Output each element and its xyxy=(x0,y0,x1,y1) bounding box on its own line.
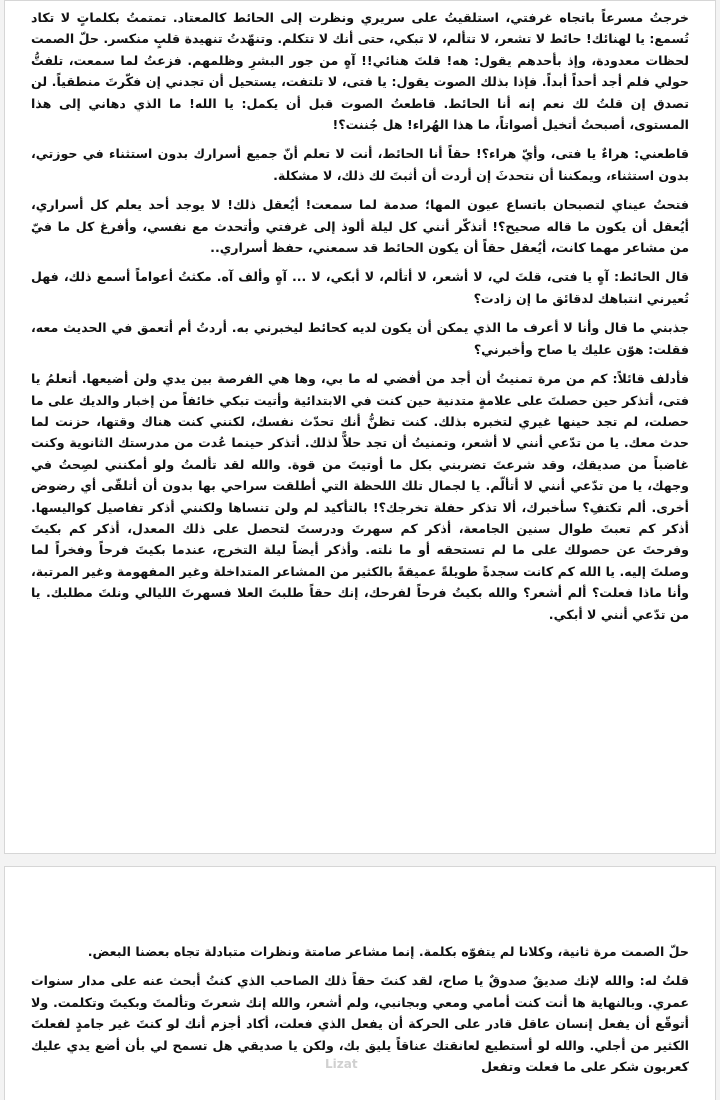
paragraph: فأدلف قائلاً: كم من مرة تمنيتُ أن أجد من أفضي له ما بي، وها هي الفرصة بين يدي ولن أضيعها. أتعلمُ يا فتى، أتذكر حين حصلتَ على علامةٍ متدنية حين كنت في الابتدائية وأتيت تبكي خائفاً من إخبار والديك على ما حصلت، لم تجد حينها غيري لتخبره بذلك. كنت تظنُّ أنك تحدّث نفسك، لكنني كنت هناك وقتها، حزنت لما حدث معك. يا من تدّعي أنني لا أشعر، وتمنيتُ أن تجد حلاًّ لذلك. أتذكر حينما عُدت من مدرستك الثانوية وكنت غاضباً من صديقك، وقد شرعتَ تضربني بكل ما أوتيتَ من قوة. والله لقد تألمتُ ولو أمكنني لصِحتُ في وجهك، يا من تدّعي أنني لا أتألّم. يا لجمال تلك اللحظة التي أطلقت سراحي بها بدون أن أتلقّى أي رضوض أخرى. ألم تكتفِ؟ سأخبرك، ألا تذكر حفلة تخرجك؟! بالتأكيد لم ولن تنساها ولكنني أذكر تفاصيل كواليسها. أذكر كم تعبتَ طوال سنين الجامعة، أذكر كم سهرتَ ودرستَ لتحصل على ذلك المعدل، أذكر كم بكيتَ وفرحتَ عن حصولك على ما لم تستحقه أو ما نلته. وأذكر أيضاً ليلة التخرج، عندما بكيتَ فرحاً وفخراً لما وصلتَ إليه. يا الله كم كانت سجدةً طويلةً عميقةً بالكثير من المشاعر المتداخلة وغير المفهومة وغير المرتبة، وأنا ماذا فعلت؟ ألم أشعر؟ والله بكيتُ فرحاً لفرحك، إنك حقاً طلبتَ العلا فسهرتَ الليالي ونلتَ مطلبك. يا من تدّعي أنني لا أبكي. xyxy=(31,371,689,622)
document-page-2 xyxy=(4,866,716,1100)
paragraph: خرجتُ مسرعاً باتجاه غرفتي، استلقيتُ على سريري ونظرت إلى الحائط كالمعتاد. تمتمتُ بكلماتٍ لا تكاد تُسمع: يا لهنائك! حائط لا تشعر، لا تتألم، لا تبكي، حتى أنك لا تتكلم. وتنهّدتُ تنهيدة قلبٍ منكسر. حلّ الصمت لحظات معدودة، وإذ بأحدهم يقول: هه! قلتَ هنائي!! آهٍ من جور البشرِ وظلمهم. فزعتُ لما سمعت، تلفتُّ حولي فلم أجد أحداً أبداً. فإذا بذلك الصوت يقول: يا فتى، لا تلتفت، يستحيل أن تجدني إن فكّرتَ منطقياً. لن تصدق إن قلتُ لك نعم إنه أنا الحائط. قاطعتُ الصوت قبل أن يكمل: يا الله! ما الذي دهاني إلى هذا المستوى، أصبحتُ أتخيل أصواتاً، ما هذا الهُراء! هل جُننت؟! xyxy=(31,10,689,133)
page-2-body xyxy=(5,867,715,1077)
paragraph: قاطعني: هراءٌ يا فتى، وأيّ هراء؟! حقاً أنا الحائط، أنت لا تعلم أنّ جميع أسرارك بدون استثناء في حوزتي، بدون استثناء، ويمكننا أن نتحدثَ إن أردت أن أثبتَ لك ذلك، لا مشكلة. xyxy=(31,146,689,183)
page-1-body xyxy=(5,1,715,625)
paragraph: جذبني ما قال وأنا لا أعرف ما الذي يمكن أن يكون لديه كحائط ليخبرني به. أردتُ أم أتعمق في الحديث معه، فقلت: هوّن عليك يا صاح وأخبرني؟ xyxy=(31,320,689,357)
document-page-1 xyxy=(4,0,716,854)
paragraph: قال الحائط: آهٍ يا فتى، قلتَ لي، لا أشعر، لا أتألم، لا أبكي، لا ... آهٍ وألف آه. مكثتُ أعواماً أسمع ذلك، فهل تُعيرني انتباهك لدقائق ما إن زادت؟ xyxy=(31,269,689,306)
paragraph: قلتُ له: والله لإنك صديقٌ صدوقٌ يا صاح، لقد كنتَ حقاً ذلك الصاحب الذي كنتُ أبحث عنه على مدار سنوات عمري. وبالنهاية ها أنت كنت أمامي ومعي وبجانبي، ولم أشعر، والله إنك شعرتَ وتألمتَ وبكيتَ وتكلمت. ولا أتوقّع أن يفعل إنسان عاقل قادر على الحركة أن يفعل الذي فعلت، أكاد أجزم أنك لو كنتَ غير جامدٍ لفعلتَ الكثير من أجلي. والله لو أستطيع لعانقتك عناقاً يليق بك، ولكن يا صديقي هل تسمح لي بأن أضع يدي عليك كعربون شكر على ما فعلت وتفعل xyxy=(31,973,689,1075)
paragraph: حلّ الصمت مرة ثانية، وكلانا لم يتفوّه بكلمة. إنما مشاعر صامتة ونظرات متبادلة تجاه بعضنا البعض. xyxy=(87,944,689,959)
paragraph: فتحتُ عيناي لتصبحان باتساع عيون المها؛ صدمة لما سمعت! أيُعقل ذلك! لا يوجد أحد يعلم كل أسراري، أيُعقل أن يكون ما قاله صحيح؟! أتذكّر أنني كل ليلة ألوذ إلى غرفتي وأتحدث مع نفسي، وأفرغ كل ما فيّ من مشاعر مهما كانت، أيُعقل حقاً أن يكون الحائط قد سمعني، حفظ أسراري.. xyxy=(31,197,689,256)
watermark: Lizat xyxy=(325,1057,358,1071)
